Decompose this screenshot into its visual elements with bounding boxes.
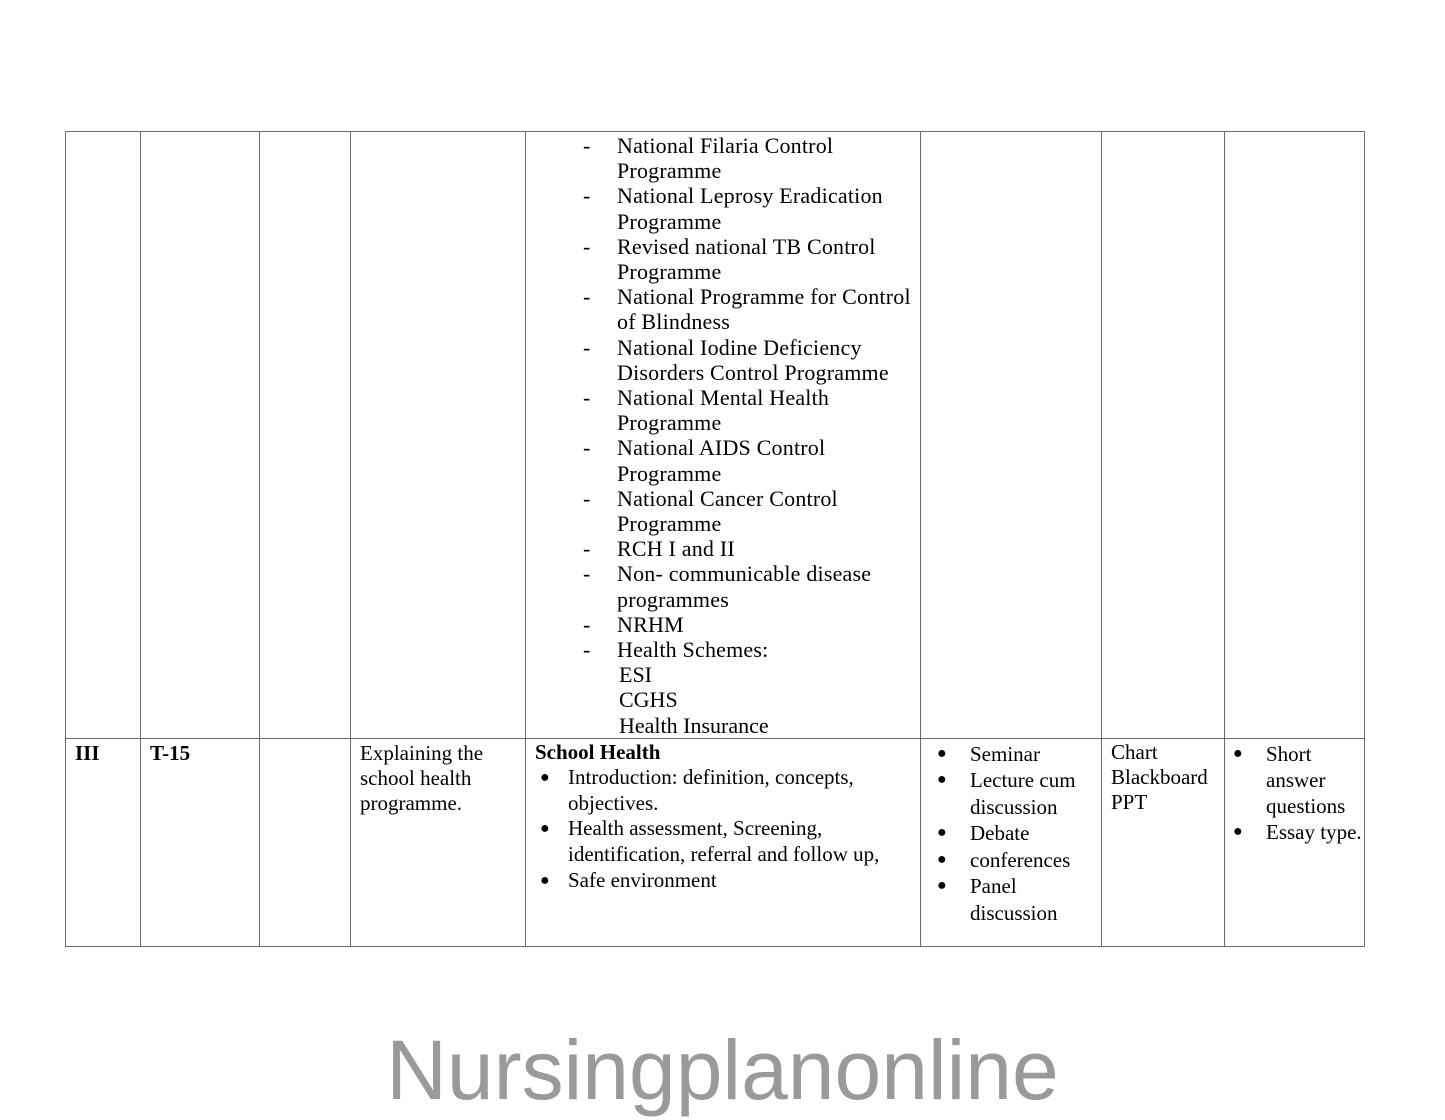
list-item: ● conferences [937,847,1071,872]
evaluation-cell [1225,132,1365,739]
list-item: ● Safe environment [540,867,717,892]
empty-cell [260,132,351,739]
content-cell [526,738,921,946]
aid-list [1102,739,1224,815]
list-item: ● Panel discussion [937,874,1058,925]
list-item: ● Lecture cum discussion [937,768,1076,819]
list-item: ● Short answer questions [1233,741,1346,818]
list-item: CGHS [619,687,678,713]
content-list [535,765,906,894]
method-cell [921,132,1102,739]
list-item: ● Introduction: definition, concepts, objectives. [540,764,854,815]
table-row [66,132,1365,739]
objective-text: Explaining the school health programme. [360,740,484,815]
objective-cell [351,132,526,739]
list-item: - Revised national TB Control Programme [583,233,876,285]
objective-cell [351,738,526,946]
watermark: Nursingplanonline [386,1023,1059,1117]
list-item: PPT [1111,789,1148,814]
unit-label: III [75,740,100,765]
list-item: ESI [619,662,652,688]
list-item: Chart [1111,739,1158,764]
list-item: - Health Schemes: [583,637,769,663]
method-cell [921,738,1102,946]
aid-cell [1102,738,1225,946]
empty-cell [260,738,351,946]
list-item: - RCH I and II [583,536,735,562]
list-item: - NRHM [583,611,684,637]
list-item: - National Programme for Control of Blindness [583,284,911,335]
content-title: School Health [535,739,661,764]
evaluation-cell [1225,738,1365,946]
list-item: ● Essay type. [1233,819,1362,844]
time-cell [141,738,260,946]
unit-cell [66,132,141,739]
syllabus-table [65,131,1365,947]
list-item: - National AIDS Control Programme [583,435,826,486]
list-item: ● Seminar [937,741,1040,766]
list-item: - National Cancer Control Programme [583,485,838,537]
time-label: T-15 [150,740,191,765]
table-row [66,738,1365,946]
list-item: Health Insurance [619,712,769,738]
list-item: - National Filaria Control Programme [583,133,834,184]
evaluation-list [1225,741,1364,845]
health-scheme-list [526,662,920,738]
time-cell [141,132,260,739]
unit-cell [66,738,141,946]
list-item: - National Leprosy Eradication Programme [583,183,883,234]
list-item: - National Iodine Deficiency Disorders Control Programme [583,334,889,385]
list-item: - Non- communicable disease programmes [583,561,872,612]
method-list [921,741,1101,927]
aid-cell [1102,132,1225,739]
programme-list [526,133,920,662]
list-item: ● Debate [937,821,1030,846]
list-item: ● Health assessment, Screening, identification, referral and follow up, [540,816,880,866]
list-item: Blackboard [1111,764,1208,789]
list-item: - National Mental Health Programme [583,385,830,436]
content-cell [526,132,921,739]
